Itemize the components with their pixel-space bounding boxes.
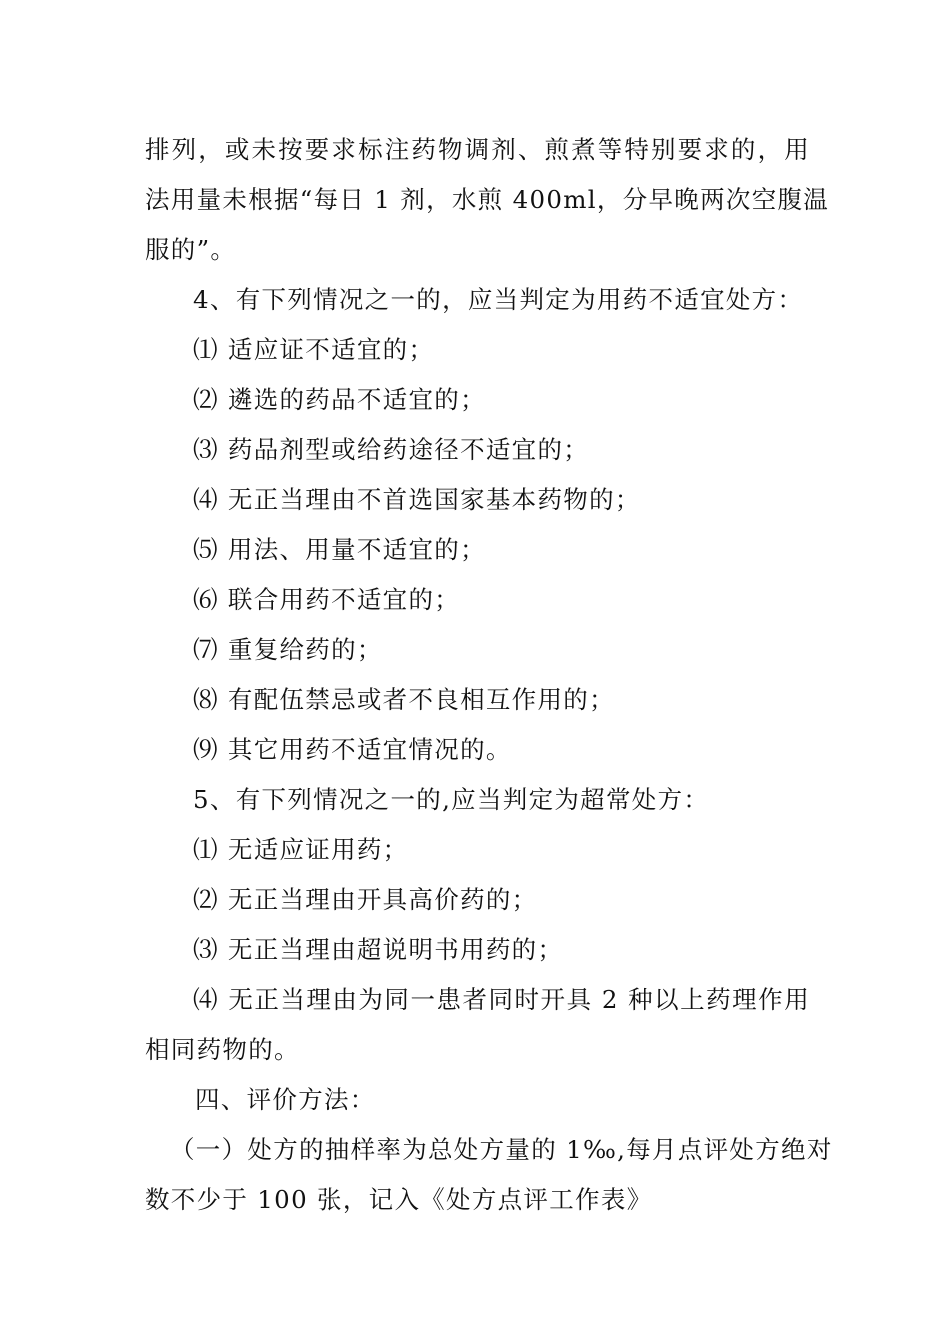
list-item: ⑹ 联合用药不适宜的； bbox=[193, 585, 461, 614]
list-item: ⑸ 用法、用量不适宜的； bbox=[193, 535, 486, 564]
paragraph-line: （一）处方的抽样率为总处方量的 1‰,每月点评处方绝对 bbox=[170, 1135, 833, 1164]
paragraph-line: 服的”。 bbox=[145, 235, 237, 264]
section-heading: 4、有下列情况之一的，应当判定为用药不适宜处方： bbox=[193, 285, 804, 314]
list-item: ⑵ 无正当理由开具高价药的； bbox=[193, 885, 538, 914]
paragraph-line: 数不少于 100 张，记入《处方点评工作表》 bbox=[145, 1185, 653, 1214]
list-item: ⑵ 遴选的药品不适宜的； bbox=[193, 385, 486, 414]
section-heading: 四、评价方法： bbox=[195, 1085, 376, 1114]
paragraph-line: 排列，或未按要求标注药物调剂、煎煮等特别要求的，用 bbox=[145, 135, 810, 164]
section-heading: 5、有下列情况之一的,应当判定为超常处方： bbox=[193, 785, 710, 814]
list-item: ⑷ 无正当理由不首选国家基本药物的； bbox=[193, 485, 641, 514]
paragraph-line: 相同药物的。 bbox=[145, 1035, 300, 1064]
list-item: ⑺ 重复给药的； bbox=[193, 635, 383, 664]
list-item: ⑷ 无正当理由为同一患者同时开具 2 种以上药理作用 bbox=[193, 985, 810, 1014]
list-item: ⑴ 无适应证用药； bbox=[193, 835, 409, 864]
list-item: ⑻ 有配伍禁忌或者不良相互作用的； bbox=[193, 685, 615, 714]
paragraph-line: 法用量未根据“每日 1 剂，水煎 400ml，分早晚两次空腹温 bbox=[145, 185, 830, 214]
list-item: ⑶ 药品剂型或给药途径不适宜的； bbox=[193, 435, 590, 464]
list-item: ⑶ 无正当理由超说明书用药的； bbox=[193, 935, 564, 964]
list-item: ⑼ 其它用药不适宜情况的。 bbox=[193, 735, 512, 764]
list-item: ⑴ 适应证不适宜的； bbox=[193, 335, 435, 364]
